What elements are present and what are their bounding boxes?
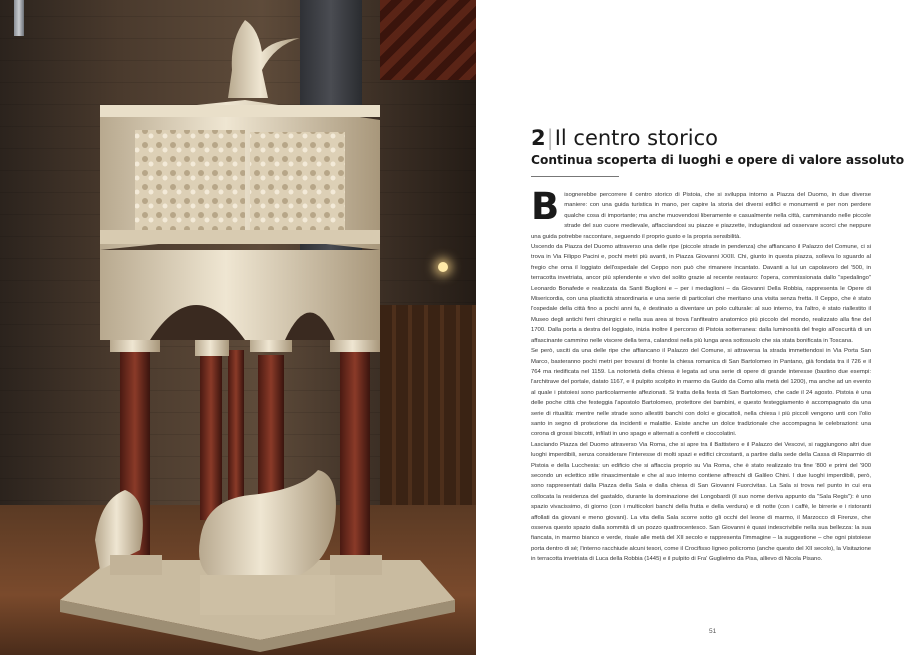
text-page	[476, 0, 905, 655]
paragraph-text: isognerebbe percorrere il centro storico di Pistoia, che si sviluppa intorno a Piazza del Duomo, in due diverse maniere: con una guida turistica in mano, per capire la storia dei diversi edifici e monumenti e per non perdere qualche cosa di importante; ma anche muovendosi liberamente e casualmente nella città, camminando nelle piccole strade del suo cuore medievale, affacciandosi su piazze e piazzette, indugiandosi ad osservare scorci che neppure una guida potrebbe raccontare, seguendo il proprio gusto e la propria sensibilità.	[531, 192, 871, 240]
page-number: 51	[709, 628, 717, 635]
title-rule	[531, 176, 619, 177]
column	[340, 345, 370, 560]
paragraph: Lasciando Piazza del Duomo attraverso Via Roma, che si apre tra il Battistero e il Palazzo dei Vescovi, si raggiungono altri due luoghi imperdibili, senza considerare l'interesse di molti spazi e edifici circostanti, a partire dalla sede della Cassa di Risparmio di Pistoia e della Lucchesia: un edificio che si affaccia proprio su Via Roma, che è stato realizzato tra fine '800 e primi del '900 secondo un eclettico stile rinascimentale e che al suo interno contiene affreschi di Galileo Chini. I due luoghi imperdibili, però, sono rappresentati dalla Piazza della Sala e dalla chiesa di San Giovanni Fuorcivitas. La Sala si trova nel punto in cui era collocata la residenza del gastaldo, durante la dominazione dei Longobardi (il suo nome deriva appunto da "Sala Regis"): è uno spazio vivacissimo, di giorno (con i multicolori banchi della frutta e della verdura) e di notte (con i caffè, le birrerie e i ristoranti affollati da giovani e meno giovani). La vita della Sala scorre sotto gli occhi del leone di marmo, il Marzocco di Firenze, che osserva questo spazio dalla sommità di un pozzo quattrocentesco. San Giovanni è quasi indescrivibile nella sua bellezza: la sua fiancata, in marmo bianco e verde, risale alle metà del XII secolo e rappresenta l'immagine – la suggestione – che ogni pistoiese porta dentro di sé; l'interno racchiude alcuni tesori, come il Crocifisso ligneo policromo (anche questo del XII secolo), la Visitazione in terracotta invetriata di Luca della Robbia (1445) e il pulpito di Fra' Guglielmo da Pisa, allievo di Nicola Pisano.	[531, 441, 871, 563]
paragraph: Se però, usciti da una delle ripe che affiancano il Palazzo del Comune, si attraversa la strada immettendosi in Via Porta San Marco, basteranno pochi metri per trovarsi di fronte la chiesa romanica di San Bartolomeo in Pantano, già fondata tra il 726 e il 764 ma riedificata nel 1159. La notorietà della chiesa è legata ad una serie di opere di grande interesse (bastino due esempi: l'architrave del portale, datato 1167, e il pulpito scolpito in marmo da Guido da Como alla metà del 1200), ma anche ad un evento al quale i pistoiesi sono particolarmente affezionati. Si tratta della festa di San Bartolomeo, che cade il 24 agosto. Pistoia è una delle poche città che festeggia l'apostolo Bartolomeo, protettore dei bambini, e questo festeggiamento è accompagnato da una serie di ritualità: mentre nelle strade sono allestiti banchi con dolci e giocattoli, nella chiesa i più piccoli vengono unti con l'olio santo in segno di protezione da incidenti e malattie. Esiste anche un dolce tradizionale che accompagna le celebrazioni: una corona di grossi biscotti, infilati in uno spago e alternati a confetti e cioccolatini.	[531, 348, 871, 438]
body-text	[531, 190, 871, 600]
relief-panel	[250, 132, 345, 230]
chapter-title	[531, 126, 718, 150]
chapter-separator: |	[546, 126, 554, 150]
eagle-lectern	[228, 20, 300, 98]
paragraph	[531, 190, 871, 242]
paragraph: Uscendo da Piazza del Duomo attraverso una delle ripe (piccole strade in pendenza) che affiancano il Palazzo del Comune, ci si trova in Via Filippo Pacini e, pochi metri più avanti, in Piazza Giovanni XXIII. Chi, giunto in questa piazza, solleva lo sguardo al fregio che orna il loggiato dell'ospedale del Ceppo non può che rimanere incantato. Davanti a lui un capolavoro del '500, in terracotta invetriata, ancor più splendente e vivo del solito grazie al recente restauro: l'opera, commissionata dallo "spedalingo" Leonardo Bonafede e realizzata da Santi Buglioni e – per i medaglioni – da Giovanni Della Robbia, rappresenta le Opere di Misericordia, con una plasticità straordinaria e una serie di particolari che meritano una visita senza fretta. Il Ceppo, che è stato l'ospedale della città fino a pochi anni fa, è destinato a diventare un polo culturale: al suo interno, tra l'altro, è stato riallestito il Museo degli antichi ferri chirurgici e nella sua area si trova l'anfiteatro anatomico più piccolo del mondo, realizzato alla fine del 1700. Dalla porta a destra del loggiato, inizia inoltre il percorso di Pistoia sotterranea: dalla luminosità del fregio all'oscurità di un affascinante cammino nelle viscere della terra, calandosi nella più lunga area sottosuolo che sia stata bonificata in Toscana.	[531, 244, 871, 344]
chapter-title-text: Il centro storico	[554, 126, 718, 150]
column	[200, 350, 222, 520]
chapter-number: 2	[531, 126, 546, 150]
chapter-subtitle: Continua scoperta di luoghi e opere di valore assoluto	[531, 153, 905, 167]
relief-panel	[135, 130, 245, 230]
dropcap: B	[531, 190, 560, 228]
